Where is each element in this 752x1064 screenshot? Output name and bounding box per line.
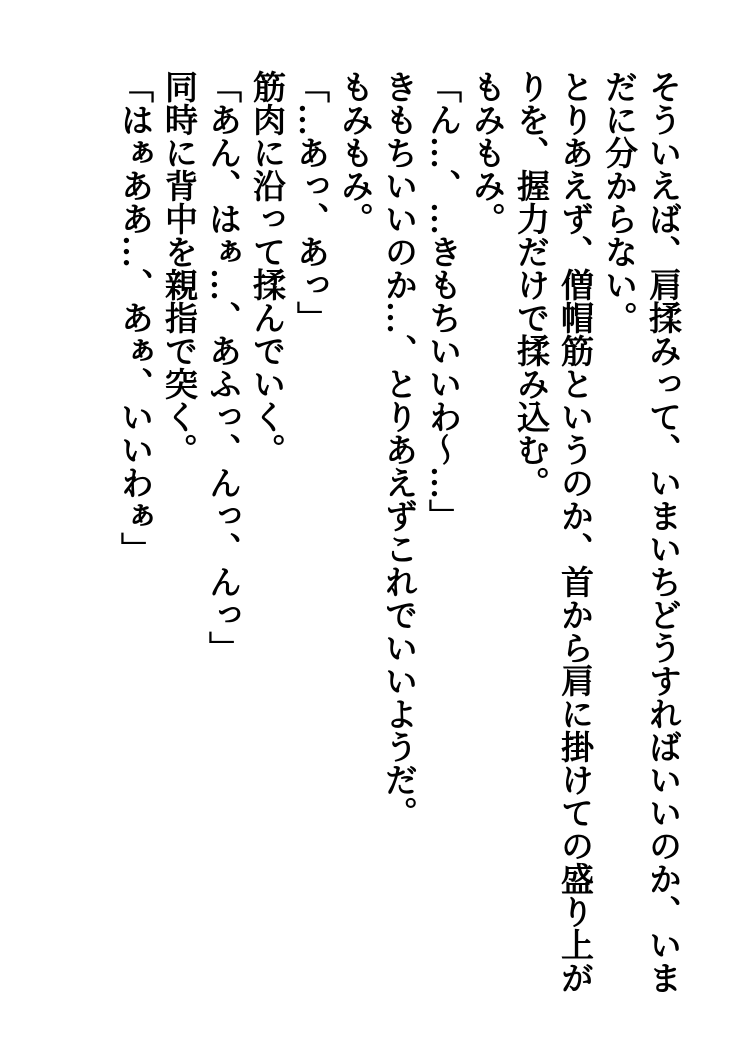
paragraph-7: 「…あっ、あっ」 bbox=[292, 70, 328, 334]
paragraph-2: とりあえず、僧帽筋というのか、首から肩に掛けての盛り上がりを、握力だけで揉み込む。 bbox=[512, 70, 592, 994]
paragraph-9: 「あん、はぁ…、あふっ、んっ、んっ」 bbox=[204, 70, 240, 664]
paragraph-8: 筋肉に沿って揉んでいく。 bbox=[248, 70, 284, 466]
paragraph-4: 「ん…、…きもちいいわ〜…」 bbox=[424, 70, 460, 532]
paragraph-11: 「はぁああ…、あぁ、いいわぁ」 bbox=[116, 70, 152, 565]
paragraph-6: もみもみ。 bbox=[336, 70, 372, 235]
paragraph-3: もみもみ。 bbox=[468, 70, 504, 235]
paragraph-1: そういえば、肩揉みって、いまいちどうすればいいのか、いまだに分からない。 bbox=[600, 70, 680, 994]
paragraph-10: 同時に背中を親指で突く。 bbox=[160, 70, 196, 466]
vertical-text-body bbox=[112, 70, 684, 1010]
paragraph-5: きもちいいのか…、とりあえずこれでいいようだ。 bbox=[380, 70, 416, 829]
